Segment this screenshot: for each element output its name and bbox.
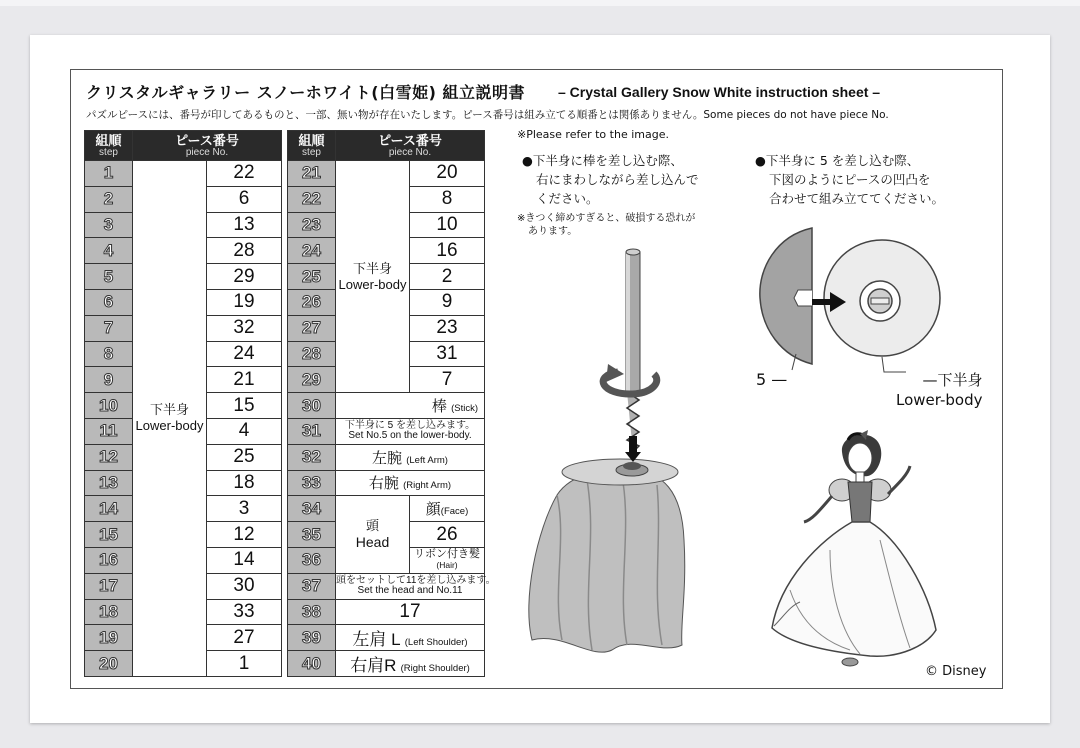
piece-number: 3 bbox=[207, 496, 282, 522]
stick-insertion-illustration bbox=[512, 240, 702, 670]
piece-number: 14 bbox=[207, 547, 282, 573]
left-arm-cell: 左腕 (Left Arm) bbox=[336, 444, 485, 470]
piece-number: 18 bbox=[207, 470, 282, 496]
title-en: – Crystal Gallery Snow White instruction sheet – bbox=[558, 84, 881, 100]
table-row bbox=[288, 470, 485, 496]
piece-number: 27 bbox=[207, 625, 282, 651]
piece5-instruction: ●下半身に 5 を差し込む際、 下図のようにピースの凹凸を 合わせて組み立ててください。 bbox=[755, 153, 945, 206]
piece-number: 30 bbox=[207, 573, 282, 599]
piece-number: 32 bbox=[207, 315, 282, 341]
step-number: 33 bbox=[288, 470, 336, 496]
piece-number: 31 bbox=[410, 341, 485, 367]
step-number: 34 bbox=[288, 496, 336, 522]
piece-number: 13 bbox=[207, 212, 282, 238]
step-number: 30 bbox=[288, 393, 336, 419]
piece-header: ピース番号 piece No. bbox=[133, 131, 282, 161]
face-cell: 顔(Face) bbox=[410, 496, 485, 522]
right-table-header bbox=[288, 131, 485, 161]
step-number: 38 bbox=[288, 599, 336, 625]
piece-number: 12 bbox=[207, 522, 282, 548]
piece-number: 26 bbox=[410, 522, 485, 548]
left-steps-table bbox=[84, 130, 282, 677]
step-number: 16 bbox=[85, 547, 133, 573]
step-number: 26 bbox=[288, 289, 336, 315]
step-number: 6 bbox=[85, 289, 133, 315]
title-jp: クリスタルギャラリー スノーホワイト(白雪姫) 組立説明書 bbox=[86, 83, 525, 102]
left-table-header bbox=[85, 131, 282, 161]
step-number: 5 bbox=[85, 264, 133, 290]
step-number: 18 bbox=[85, 599, 133, 625]
step-number: 2 bbox=[85, 186, 133, 212]
step-number: 10 bbox=[85, 393, 133, 419]
piece-number: 7 bbox=[410, 367, 485, 393]
piece-number: 2 bbox=[410, 264, 485, 290]
step-number: 36 bbox=[288, 547, 336, 573]
step-number: 24 bbox=[288, 238, 336, 264]
piece5-label: 5 — bbox=[756, 370, 788, 389]
step37-note: 頭をセットして11を差し込みます。 Set the head and No.11 bbox=[336, 573, 485, 599]
step-number: 1 bbox=[85, 161, 133, 187]
step-header: 組順 step bbox=[85, 131, 133, 161]
lower-body-group: 下半身 Lower-body bbox=[133, 161, 207, 677]
step-number: 19 bbox=[85, 625, 133, 651]
hair-cell: リボン付き髪 (Hair) bbox=[410, 547, 485, 573]
table-row bbox=[288, 599, 485, 625]
snow-white-illustration bbox=[760, 430, 940, 678]
piece-number: 6 bbox=[207, 186, 282, 212]
step-number: 7 bbox=[85, 315, 133, 341]
step-number: 27 bbox=[288, 315, 336, 341]
piece-number: 16 bbox=[410, 238, 485, 264]
step-number: 14 bbox=[85, 496, 133, 522]
step-number: 21 bbox=[288, 161, 336, 187]
piece-header: ピース番号 piece No. bbox=[336, 131, 485, 161]
piece-number: 9 bbox=[410, 289, 485, 315]
step-number: 8 bbox=[85, 341, 133, 367]
step-number: 17 bbox=[85, 573, 133, 599]
step-number: 23 bbox=[288, 212, 336, 238]
top-strip bbox=[0, 0, 1080, 6]
subtitle: パズルピースには、番号が印してあるものと、一部、無い物が存在いたします。ピース番号は組み立てる順番とは関係ありません。Some pieces do not have piece No. bbox=[86, 109, 889, 121]
lower-body-group: 下半身 Lower-body bbox=[336, 161, 410, 393]
right-shoulder-cell: 右肩R (Right Shoulder) bbox=[336, 651, 485, 677]
table-row bbox=[288, 496, 485, 522]
step-number: 29 bbox=[288, 367, 336, 393]
piece-number: 17 bbox=[336, 599, 485, 625]
piece-number: 21 bbox=[207, 367, 282, 393]
step-number: 35 bbox=[288, 522, 336, 548]
lower-body-label: —下半身 Lower-body bbox=[896, 371, 983, 409]
piece-number: 25 bbox=[207, 444, 282, 470]
step-number: 40 bbox=[288, 651, 336, 677]
piece-number: 19 bbox=[207, 289, 282, 315]
piece-number: 28 bbox=[207, 238, 282, 264]
piece-number: 1 bbox=[207, 651, 282, 677]
step-number: 22 bbox=[288, 186, 336, 212]
piece-number: 29 bbox=[207, 264, 282, 290]
stick-instruction: ●下半身に棒を差し込む際、 右にまわしながら差し込んで ください。 bbox=[522, 153, 699, 206]
step-header: 組順 step bbox=[288, 131, 336, 161]
table-row bbox=[288, 625, 485, 651]
table-row bbox=[288, 393, 485, 419]
piece-number: 4 bbox=[207, 418, 282, 444]
step-number: 3 bbox=[85, 212, 133, 238]
head-group: 頭 Head bbox=[336, 496, 410, 573]
copyright: © Disney bbox=[925, 664, 987, 679]
step-number: 25 bbox=[288, 264, 336, 290]
stick-cell: 棒 (Stick) bbox=[336, 393, 485, 419]
image-note: ※Please refer to the image. bbox=[517, 128, 669, 141]
stick-caution: ※きつく締めすぎると、破損する恐れが あります。 bbox=[517, 213, 696, 237]
step-number: 12 bbox=[85, 444, 133, 470]
left-shoulder-cell: 左肩 L (Left Shoulder) bbox=[336, 625, 485, 651]
step-number: 39 bbox=[288, 625, 336, 651]
piece-number: 23 bbox=[410, 315, 485, 341]
piece-number: 15 bbox=[207, 393, 282, 419]
step-number: 20 bbox=[85, 651, 133, 677]
step-number: 31 bbox=[288, 418, 336, 444]
piece-number: 20 bbox=[410, 161, 485, 187]
table-row bbox=[288, 444, 485, 470]
step-number: 11 bbox=[85, 418, 133, 444]
step31-note: 下半身に 5 を差し込みます。 Set No.5 on the lower-body. bbox=[336, 418, 485, 444]
step-number: 15 bbox=[85, 522, 133, 548]
step-number: 32 bbox=[288, 444, 336, 470]
table-row bbox=[288, 651, 485, 677]
step-number: 9 bbox=[85, 367, 133, 393]
step-number: 28 bbox=[288, 341, 336, 367]
piece-number: 22 bbox=[207, 161, 282, 187]
table-row bbox=[288, 573, 485, 599]
table-row bbox=[85, 161, 282, 187]
step-number: 37 bbox=[288, 573, 336, 599]
right-steps-table bbox=[287, 130, 496, 677]
piece-number: 24 bbox=[207, 341, 282, 367]
table-row bbox=[288, 418, 485, 444]
table-row bbox=[288, 161, 485, 187]
step-number: 4 bbox=[85, 238, 133, 264]
piece-number: 10 bbox=[410, 212, 485, 238]
right-arm-cell: 右腕 (Right Arm) bbox=[336, 470, 485, 496]
step-number: 13 bbox=[85, 470, 133, 496]
piece-number: 8 bbox=[410, 186, 485, 212]
piece-number: 33 bbox=[207, 599, 282, 625]
piece5-diagram bbox=[756, 224, 952, 374]
